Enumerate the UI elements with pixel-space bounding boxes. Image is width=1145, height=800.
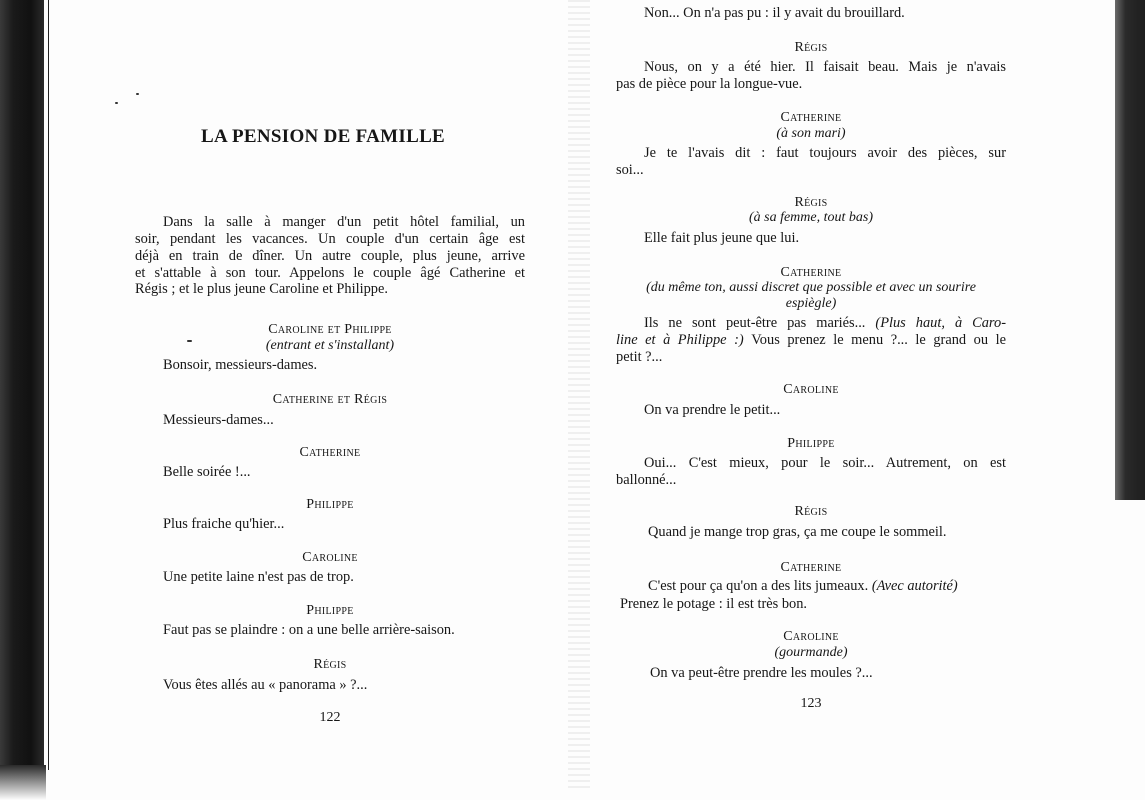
dialogue-line: On va peut-être prendre les moules ?... xyxy=(650,665,873,681)
dialogue-line: Quand je mange trop gras, ça me coupe le sommeil. xyxy=(648,524,947,540)
book-binding-left xyxy=(0,0,44,765)
speaker-name: Caroline xyxy=(783,629,839,644)
speaker-name: Régis xyxy=(794,40,828,55)
speaker-name: Caroline xyxy=(783,382,839,397)
speaker-name: Caroline xyxy=(302,550,358,565)
dialogue-line: Vous êtes allés au « panorama » ?... xyxy=(163,677,368,693)
dialogue-line xyxy=(648,578,958,595)
stage-direction: (du même ton, aussi discret que possible et avec un sourire xyxy=(646,280,976,295)
speaker-name: Régis xyxy=(794,504,828,519)
dialogue-text: C'est pour ça qu'on a des lits jumeaux. xyxy=(648,578,872,594)
stage-direction: (gourmande) xyxy=(774,645,848,660)
intro-line: déjà en train de dîner. Un autre couple, plus jeune, arrive xyxy=(135,248,525,264)
book-binding-right xyxy=(1115,0,1145,500)
stage-direction: espiègle) xyxy=(785,296,837,311)
dialogue-line: Plus fraiche qu'hier... xyxy=(163,516,285,532)
scan-speck xyxy=(115,102,118,104)
speaker-name: Catherine et Régis xyxy=(272,392,388,407)
dialogue-line: Prenez le potage : il est très bon. xyxy=(620,596,808,612)
dialogue-line: ballonné... xyxy=(616,472,677,488)
dialogue-line: Belle soirée !... xyxy=(163,464,251,480)
play-title: LA PENSION DE FAMILLE xyxy=(201,126,446,147)
dialogue-line: Non... On n'a pas pu : il y avait du brouillard. xyxy=(644,5,905,21)
dialogue-line: Une petite laine n'est pas de trop. xyxy=(163,569,354,585)
inline-direction: line et à Philippe :) xyxy=(616,332,752,348)
dialogue-line: Messieurs-dames... xyxy=(163,412,274,428)
dialogue-line: petit ?... xyxy=(616,349,663,365)
speaker-name: Catherine xyxy=(299,445,361,460)
dialogue-line: soi... xyxy=(616,162,644,178)
speaker-name: Régis xyxy=(794,195,828,210)
dialogue-text: Vous prenez le menu ?... le grand ou le xyxy=(751,332,1006,348)
dialogue-line xyxy=(616,332,1006,349)
speaker-name: Caroline et Philippe xyxy=(268,322,392,337)
inline-direction: (Avec autorité) xyxy=(871,578,958,594)
dialogue-line: Elle fait plus jeune que lui. xyxy=(644,230,800,246)
dialogue-line: Je te l'avais dit : faut toujours avoir des pièces, sur xyxy=(644,145,1006,161)
page-gutter xyxy=(568,0,590,790)
speaker-name: Régis xyxy=(313,657,347,672)
stage-direction: (entrant et s'installant) xyxy=(265,338,395,353)
dialogue-line: On va prendre le petit... xyxy=(644,402,781,418)
speaker-name: Philippe xyxy=(787,436,835,451)
speaker-name: Catherine xyxy=(780,560,842,575)
intro-line: soir, pendant les vacances. Un couple d'un certain âge est xyxy=(135,231,525,247)
intro-line: Dans la salle à manger d'un petit hôtel familial, un xyxy=(163,214,525,230)
dialogue-text: Ils ne sont peut-être pas mariés... xyxy=(644,315,876,331)
dialogue-line: Nous, on y a été hier. Il faisait beau. Mais je n'avais xyxy=(644,59,1006,75)
page-number: 122 xyxy=(319,710,341,725)
speaker-name: Catherine xyxy=(780,110,842,125)
dialogue-line: Oui... C'est mieux, pour le soir... Autrement, on est xyxy=(644,455,1006,471)
page-number: 123 xyxy=(800,696,822,711)
scan-speck xyxy=(136,93,139,95)
intro-line: et s'attable à son tour. Appelons le couple âgé Catherine et xyxy=(135,265,525,281)
binding-shadow xyxy=(0,765,46,800)
speaker-name: Philippe xyxy=(306,603,354,618)
speaker-name: Catherine xyxy=(780,265,842,280)
dialogue-line: Bonsoir, messieurs-dames. xyxy=(163,357,318,373)
intro-line: Régis ; et le plus jeune Caroline et Philippe. xyxy=(135,281,388,297)
inline-direction: (Plus haut, à Caro- xyxy=(875,315,1006,331)
dialogue-line: pas de pièce pour la longue-vue. xyxy=(616,76,803,92)
stage-direction: (à sa femme, tout bas) xyxy=(748,210,874,225)
dialogue-line: Faut pas se plaindre : on a une belle arrière-saison. xyxy=(163,622,455,638)
speaker-name: Philippe xyxy=(306,497,354,512)
stage-direction: (à son mari) xyxy=(776,126,846,141)
dialogue-line xyxy=(616,315,1006,332)
